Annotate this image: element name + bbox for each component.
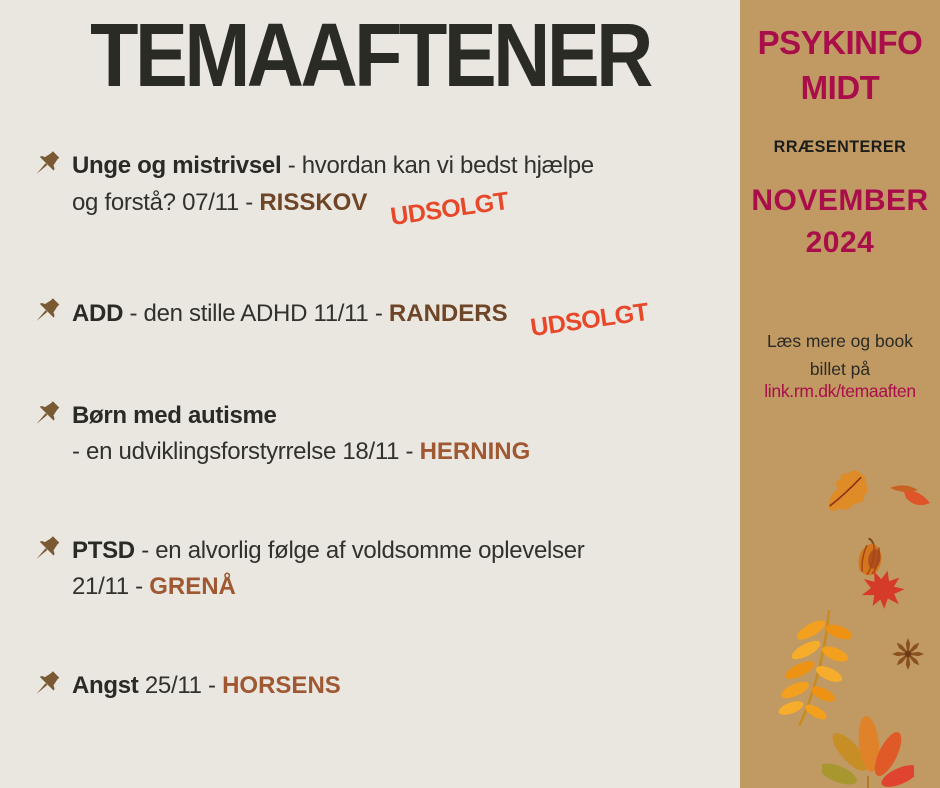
event-desc: - den stille ADHD 11/11 - [129, 300, 383, 327]
event-location: GRENÅ [149, 573, 236, 600]
event-desc-line2: - en udviklingsforstyrrelse 18/11 - [72, 438, 414, 465]
event-name: ADD [72, 300, 124, 327]
event-text [72, 148, 693, 232]
brand-name [740, 20, 940, 110]
event-text [72, 668, 693, 704]
star-anise-icon [892, 638, 924, 675]
small-leaf-icon [888, 482, 932, 519]
event-item-angst [28, 668, 693, 704]
event-desc: - hvordan kan vi bedst hjælpe [287, 152, 594, 179]
maple-leaf-icon [860, 568, 906, 615]
event-name: Angst [72, 672, 139, 699]
month-name: NOVEMBER [751, 184, 929, 217]
rowan-leaf-icon [773, 608, 851, 733]
soldout-badge: UDSOLGT [388, 186, 510, 232]
soldout-badge: UDSOLGT [528, 297, 651, 343]
event-text [72, 295, 693, 343]
event-item-add [28, 295, 693, 343]
booking-info [740, 327, 940, 383]
event-item-unge-og-mistrivsel [28, 148, 693, 232]
event-location: RANDERS [388, 300, 508, 327]
booking-link[interactable]: link.rm.dk/temaaften [764, 381, 916, 401]
pushpin-icon [28, 668, 64, 704]
event-location: HORSENS [222, 672, 341, 699]
event-name: Børn med autisme [72, 402, 277, 429]
oak-leaf-icon [820, 468, 872, 523]
brand-line1: PSYKINFO [757, 24, 923, 61]
pushpin-icon [28, 398, 64, 434]
booking-info-line1: Læs mere og book [767, 331, 913, 351]
pushpin-icon [28, 295, 64, 331]
event-desc-line2: og forstå? 07/11 - [72, 189, 253, 216]
event-text [72, 533, 693, 605]
event-desc: - en alvorlig følge af voldsomme oplevelser [141, 537, 585, 564]
event-text [72, 398, 693, 470]
event-location: HERNING [419, 438, 531, 465]
month-label [740, 180, 940, 264]
sidebar [740, 0, 940, 788]
event-name: Unge og mistrivsel [72, 152, 282, 179]
brand-line2: MIDT [800, 69, 880, 106]
event-desc-line2: 21/11 - [72, 573, 143, 600]
event-desc: 25/11 - [144, 672, 216, 699]
page-title: TEMAAFTENER [90, 6, 650, 106]
event-name: PTSD [72, 537, 135, 564]
chestnut-leaf-icon [822, 716, 914, 788]
event-location: RISSKOV [259, 189, 368, 216]
pushpin-icon [28, 533, 64, 569]
presents-label: RRÆSENTERER [773, 137, 907, 156]
event-item-ptsd [28, 533, 693, 605]
month-year: 2024 [805, 226, 875, 259]
pushpin-icon [28, 148, 64, 184]
event-item-born-med-autisme [28, 398, 693, 470]
booking-info-line2: billet på [809, 359, 871, 379]
